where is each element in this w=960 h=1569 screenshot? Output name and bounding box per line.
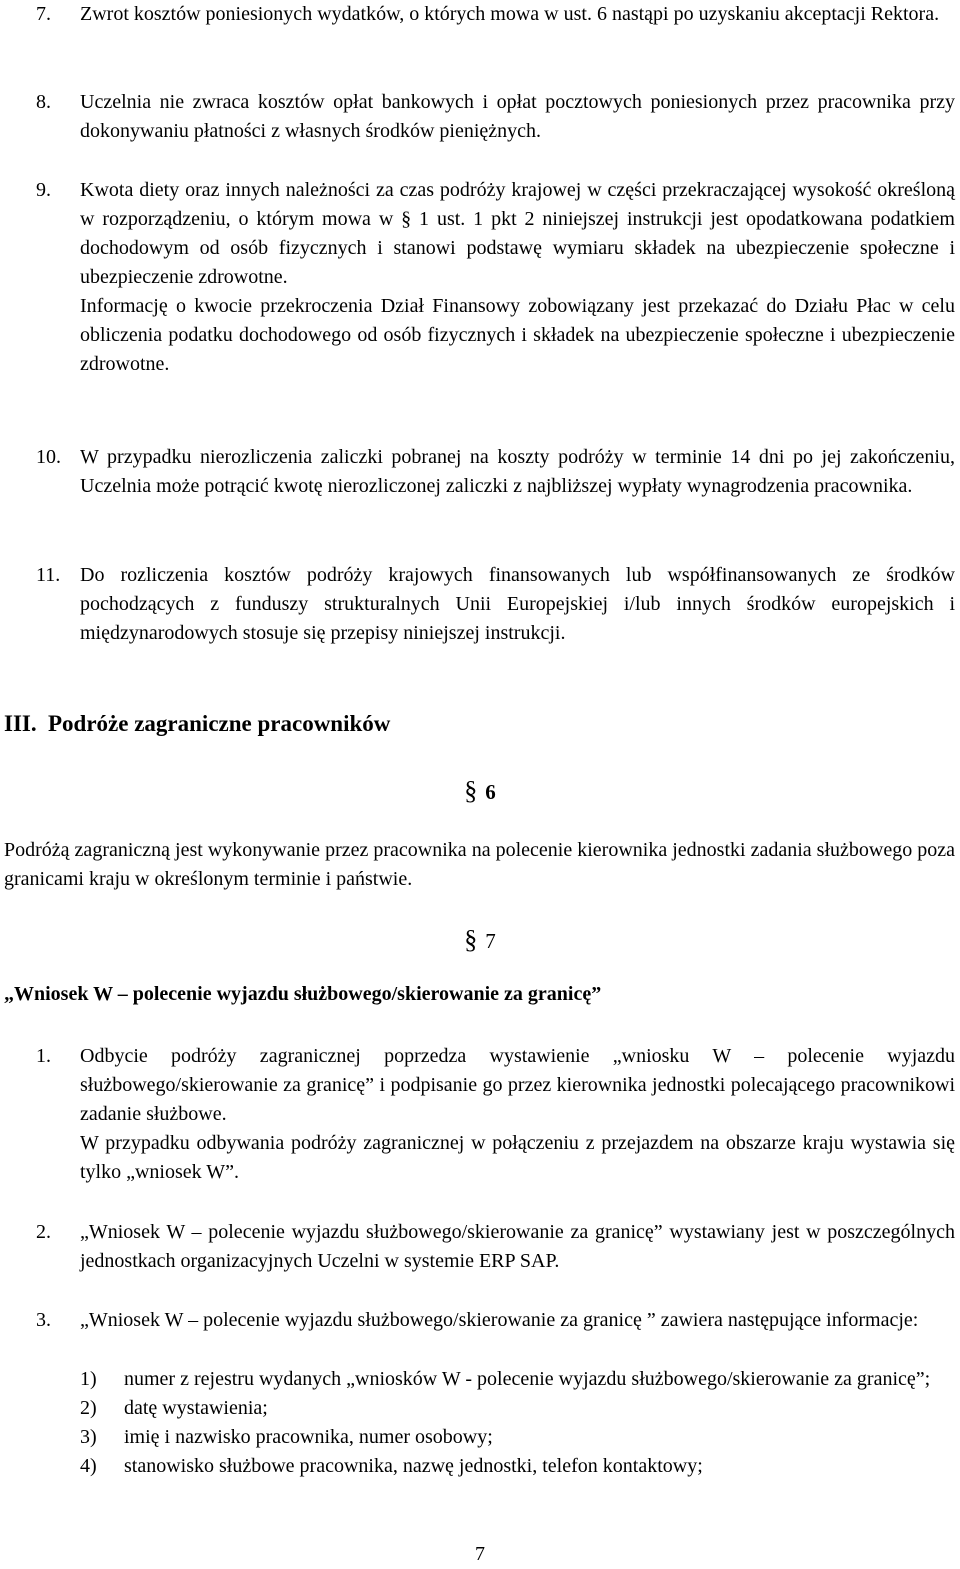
chapter-title: Podróże zagraniczne pracowników (48, 711, 391, 736)
item-text: Informację o kwocie przekroczenia Dział Finansowy zobowiązany jest przekazać do Działu Płac w celu obliczenia podatku dochodowego od osób fizycznych i składek na ubezpieczenie społeczne i ubezpieczenie zdrowotne. (80, 295, 955, 375)
item-number: 8. (36, 91, 51, 113)
section-7-heading: „Wniosek W – polecenie wyjazdu służbowego/skierowanie za granicę” (4, 983, 602, 1005)
section-heading-7 (0, 925, 960, 956)
item-number: 2. (36, 1221, 51, 1243)
item-text: W przypadku nierozliczenia zaliczki pobranej na koszty podróży w terminie 14 dni po jej zakończeniu, Uczelnia może potrącić kwotę nierozliczonej zaliczki z najbliższej wypłaty wynagrodzenia pracownika. (80, 446, 955, 497)
item-number: 7. (36, 3, 51, 25)
page-number: 7 (475, 1543, 485, 1565)
section-symbol: § (464, 925, 478, 954)
item-number: 9. (36, 179, 51, 201)
chapter-heading (4, 708, 390, 740)
sub-item-text: datę wystawienia; (124, 1397, 268, 1419)
section-symbol: § (464, 776, 478, 805)
item-text: Uczelnia nie zwraca kosztów opłat bankowych i opłat pocztowych poniesionych przez pracownika przy dokonywaniu płatności z własnych środków pieniężnych. (80, 91, 955, 142)
sub-item-text: numer z rejestru wydanych „wniosków W - polecenie wyjazdu służbowego/skierowanie za granicę”; (124, 1368, 931, 1390)
item-text: „Wniosek W – polecenie wyjazdu służbowego/skierowanie za granicę ” zawiera następujące informacje: (80, 1309, 919, 1331)
section-6-text: Podróżą zagraniczną jest wykonywanie przez pracownika na polecenie kierownika jednostki zadania służbowego poza granicami kraju w określonym terminie i państwie. (4, 839, 955, 890)
item-text: Kwota diety oraz innych należności za czas podróży krajowej w części przekraczającej wysokość określoną w rozporządzeniu, o którym mowa w § 1 ust. 1 pkt 2 niniejszej instrukcji jest opodatkowana podatkiem dochodowym od osób fizycznych i stanowi podstawę wymiaru składek na ubezpieczenie społeczne i ubezpieczenie zdrowotne. (80, 179, 955, 288)
sub-item-number: 3) (80, 1426, 97, 1448)
sub-list-item (80, 1365, 955, 1394)
section-heading-6 (0, 776, 960, 807)
sub-list-item (80, 1452, 955, 1481)
sub-list-item (80, 1394, 955, 1423)
item-number: 3. (36, 1309, 51, 1331)
sub-list (80, 1365, 955, 1481)
item-number: 1. (36, 1045, 51, 1067)
sub-item-number: 1) (80, 1368, 97, 1390)
section-number: 6 (485, 780, 496, 804)
sub-list-item (80, 1423, 955, 1452)
sub-item-number: 4) (80, 1455, 97, 1477)
chapter-roman: III. (4, 711, 37, 736)
item-number: 11. (36, 564, 61, 586)
item-text: W przypadku odbywania podróży zagranicznej w połączeniu z przejazdem na obszarze kraju wystawia się tylko „wniosek W”. (80, 1132, 955, 1183)
section-number: 7 (485, 929, 496, 953)
sub-item-text: stanowisko służbowe pracownika, nazwę jednostki, telefon kontaktowy; (124, 1455, 703, 1477)
item-text: Odbycie podróży zagranicznej poprzedza wystawienie „wniosku W – polecenie wyjazdu służbowego/skierowanie za granicę” i podpisanie go przez kierownika jednostki polecającego pracownikowi zadanie służbowe. (80, 1045, 955, 1125)
item-number: 10. (36, 446, 61, 468)
item-text: Do rozliczenia kosztów podróży krajowych finansowanych lub współfinansowanych ze środków pochodzących z funduszy strukturalnych Unii Europejskiej i/lub innych środków europejskich i międzynarodowych stosuje się przepisy niniejszej instrukcji. (80, 564, 955, 644)
sub-item-text: imię i nazwisko pracownika, numer osobowy; (124, 1426, 493, 1448)
sub-item-number: 2) (80, 1397, 97, 1419)
item-text: „Wniosek W – polecenie wyjazdu służbowego/skierowanie za granicę” wystawiany jest w poszczególnych jednostkach organizacyjnych Uczelni w systemie ERP SAP. (80, 1221, 955, 1272)
item-text: Zwrot kosztów poniesionych wydatków, o których mowa w ust. 6 nastąpi po uzyskaniu akceptacji Rektora. (80, 3, 940, 25)
